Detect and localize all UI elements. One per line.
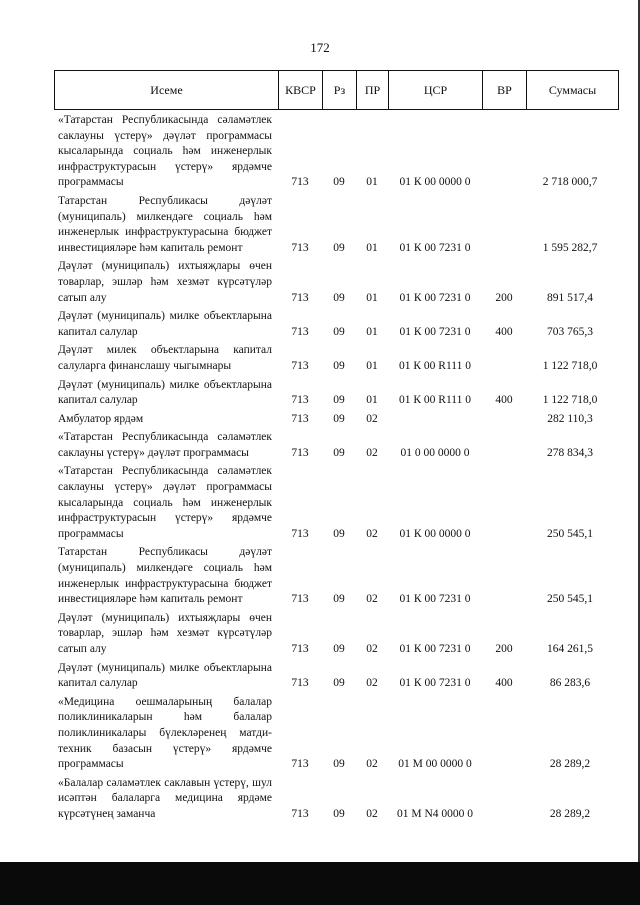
cell-pr: 01 (366, 359, 378, 372)
table-row (54, 661, 618, 692)
cell-kvsr: 713 (291, 446, 309, 459)
cell-name: Дәүләт (муниципаль) милке объектларына капитал салулар (58, 310, 272, 338)
cell-name: Дәүләт (муниципаль) ихтыяҗлары өчен товарлар, эшләр һәм хезмәт күрсәтүләр сатып алу (58, 611, 272, 655)
cell-sum: 28 289,2 (549, 807, 591, 820)
cell-kvsr: 713 (291, 412, 309, 425)
cell-pr: 02 (366, 643, 378, 655)
table-row (54, 464, 618, 542)
cell-rz: 09 (333, 394, 345, 407)
cell-pr: 01 (366, 394, 378, 407)
cell-kvsr: 713 (291, 758, 309, 771)
cell-vr: 200 (495, 643, 513, 655)
cell-pr: 01 (366, 176, 378, 189)
cell-csr: 01 К 00 0000 0 (399, 527, 471, 540)
cell-sum: 250 545,1 (547, 527, 593, 540)
cell-pr: 02 (366, 758, 378, 771)
cell-name: «Медицина оешмаларының балалар поликлиникаларын һәм балалар поликлиникалары бүлекләренең матди-техник базасын үстерү» ярдәмче программасы (58, 695, 272, 771)
cell-sum: 278 834,3 (547, 446, 593, 459)
table-row (54, 309, 618, 340)
cell-pr: 02 (366, 593, 378, 606)
table-row (54, 776, 618, 823)
table-body (54, 113, 618, 823)
cell-name: Татарстан Республикасы дәүләт (муниципаль) милкендәге социаль һәм инженерлык инфраструктурасына бюджет инвестицияләре һәм капиталь ремонт (58, 546, 272, 606)
table-header (54, 70, 619, 110)
cell-sum: 2 718 000,7 (542, 176, 598, 189)
cell-csr: 01 К 00 7231 0 (399, 643, 471, 655)
cell-name: Дәүләт (муниципаль) милке объектларына капитал салулар (58, 661, 272, 690)
cell-vr: 400 (495, 677, 513, 690)
cell-rz: 09 (333, 807, 345, 820)
cell-pr: 01 (366, 291, 378, 304)
cell-name: Дәүләт (муниципаль) ихтыяҗлары өчен товарлар, эшләр һәм хезмәт күрсәтүләр сатып алу (58, 260, 272, 304)
cell-sum: 703 765,3 (547, 325, 593, 338)
cell-csr: 01 К 00 7231 0 (399, 677, 471, 690)
table-row (54, 611, 618, 658)
table-row (54, 113, 618, 191)
cell-vr: 400 (495, 394, 513, 407)
cell-pr: 02 (366, 446, 378, 459)
table-row (54, 378, 618, 409)
cell-rz: 09 (333, 527, 345, 540)
cell-csr: 01 К 00 R111 0 (399, 394, 471, 407)
table-row (54, 194, 618, 256)
table-row (54, 695, 618, 773)
cell-kvsr: 713 (291, 291, 309, 304)
cell-csr: 01 М 00 0000 0 (398, 758, 472, 771)
cell-kvsr: 713 (291, 643, 309, 655)
cell-rz: 09 (333, 758, 345, 771)
cell-rz: 09 (333, 446, 345, 459)
cell-rz: 09 (333, 412, 345, 425)
cell-kvsr: 713 (291, 359, 309, 372)
cell-name: «Татарстан Республикасында сәламәтлек саклауны үстерү» дәүләт программасы кысаларында социаль һәм инженерлык инфраструктурасын үстерү» ярдәмче программасы (58, 114, 272, 189)
cell-kvsr: 713 (291, 241, 309, 254)
cell-rz: 09 (333, 325, 345, 338)
cell-sum: 1 122 718,0 (542, 359, 598, 372)
header-csr: ЦСР (389, 71, 483, 110)
cell-kvsr: 713 (291, 527, 309, 540)
cell-pr: 02 (366, 677, 378, 690)
header-name: Исеме (55, 71, 279, 110)
cell-kvsr: 713 (291, 394, 309, 407)
cell-name: Дәүләт (муниципаль) милке объектларына капитал салулар (58, 378, 272, 407)
cell-sum: 250 545,1 (547, 593, 593, 606)
cell-csr: 01 0 00 0000 0 (400, 446, 470, 459)
cell-pr: 02 (366, 412, 378, 425)
cell-rz: 09 (333, 643, 345, 655)
header-rz: Рз (323, 71, 357, 110)
cell-name: Амбулатор ярдәм (58, 412, 144, 425)
cell-name: Татарстан Республикасы дәүләт (муниципаль) милкендәге социаль һәм инженерлык инфраструктурасына бюджет инвестицияләре һәм капиталь ремонт (58, 194, 272, 254)
cell-sum: 1 122 718,0 (542, 394, 598, 407)
cell-sum: 164 261,5 (547, 643, 593, 655)
cell-sum: 891 517,4 (547, 291, 593, 304)
cell-kvsr: 713 (291, 325, 309, 338)
cell-sum: 86 283,6 (549, 677, 591, 690)
scan-bottom-bar (0, 862, 640, 905)
cell-rz: 09 (333, 291, 345, 304)
cell-pr: 02 (366, 527, 378, 540)
cell-csr: 01 К 00 7231 0 (399, 291, 471, 304)
cell-csr: 01 К 00 7231 0 (399, 593, 471, 606)
table-row (54, 430, 618, 461)
header-pr: ПР (357, 71, 389, 110)
cell-rz: 09 (333, 176, 345, 189)
cell-name: «Татарстан Республикасында сәламәтлек саклауны үстерү» дәүләт программасы кысаларында социаль һәм инженерлык инфраструктурасын үстерү» ярдәмче программасы (58, 465, 272, 540)
cell-csr: 01 К 00 0000 0 (399, 176, 471, 189)
table-row (54, 412, 618, 428)
cell-csr: 01 К 00 R111 0 (399, 359, 471, 372)
cell-kvsr: 713 (291, 593, 309, 606)
page-number: 172 (310, 40, 330, 55)
cell-name: «Татарстан Республикасында сәламәтлек саклауны үстерү» дәүләт программасы (58, 431, 272, 459)
cell-vr: 400 (495, 325, 513, 338)
cell-kvsr: 713 (291, 176, 309, 189)
cell-pr: 01 (366, 241, 378, 254)
cell-name: «Балалар сәламәтлек саклавын үстерү, шул исәптән балаларга медицина ярдәме күрсәтүнең заманча (58, 776, 272, 820)
cell-pr: 01 (366, 325, 378, 338)
cell-pr: 02 (366, 807, 378, 820)
cell-csr: 01 К 00 7231 0 (399, 241, 471, 254)
table-row (54, 343, 618, 374)
cell-rz: 09 (333, 241, 345, 254)
cell-rz: 09 (333, 593, 345, 606)
cell-csr: 01 М N4 0000 0 (396, 807, 474, 820)
cell-kvsr: 713 (291, 677, 309, 690)
table-row (54, 545, 618, 607)
cell-vr: 200 (495, 291, 513, 304)
cell-sum: 1 595 282,7 (542, 241, 598, 254)
header-sum: Суммасы (527, 71, 619, 110)
cell-csr: 01 К 00 7231 0 (399, 325, 471, 338)
table-row (54, 259, 618, 306)
header-kvsr: КВСР (279, 71, 323, 110)
cell-rz: 09 (333, 359, 345, 372)
cell-sum: 28 289,2 (549, 758, 591, 771)
cell-name: Дәүләт милек объектларына капитал салуларга финанслашу чыгымнары (58, 344, 272, 372)
cell-rz: 09 (333, 677, 345, 690)
cell-sum: 282 110,3 (547, 412, 593, 425)
header-vr: ВР (483, 71, 527, 110)
cell-kvsr: 713 (291, 807, 309, 820)
